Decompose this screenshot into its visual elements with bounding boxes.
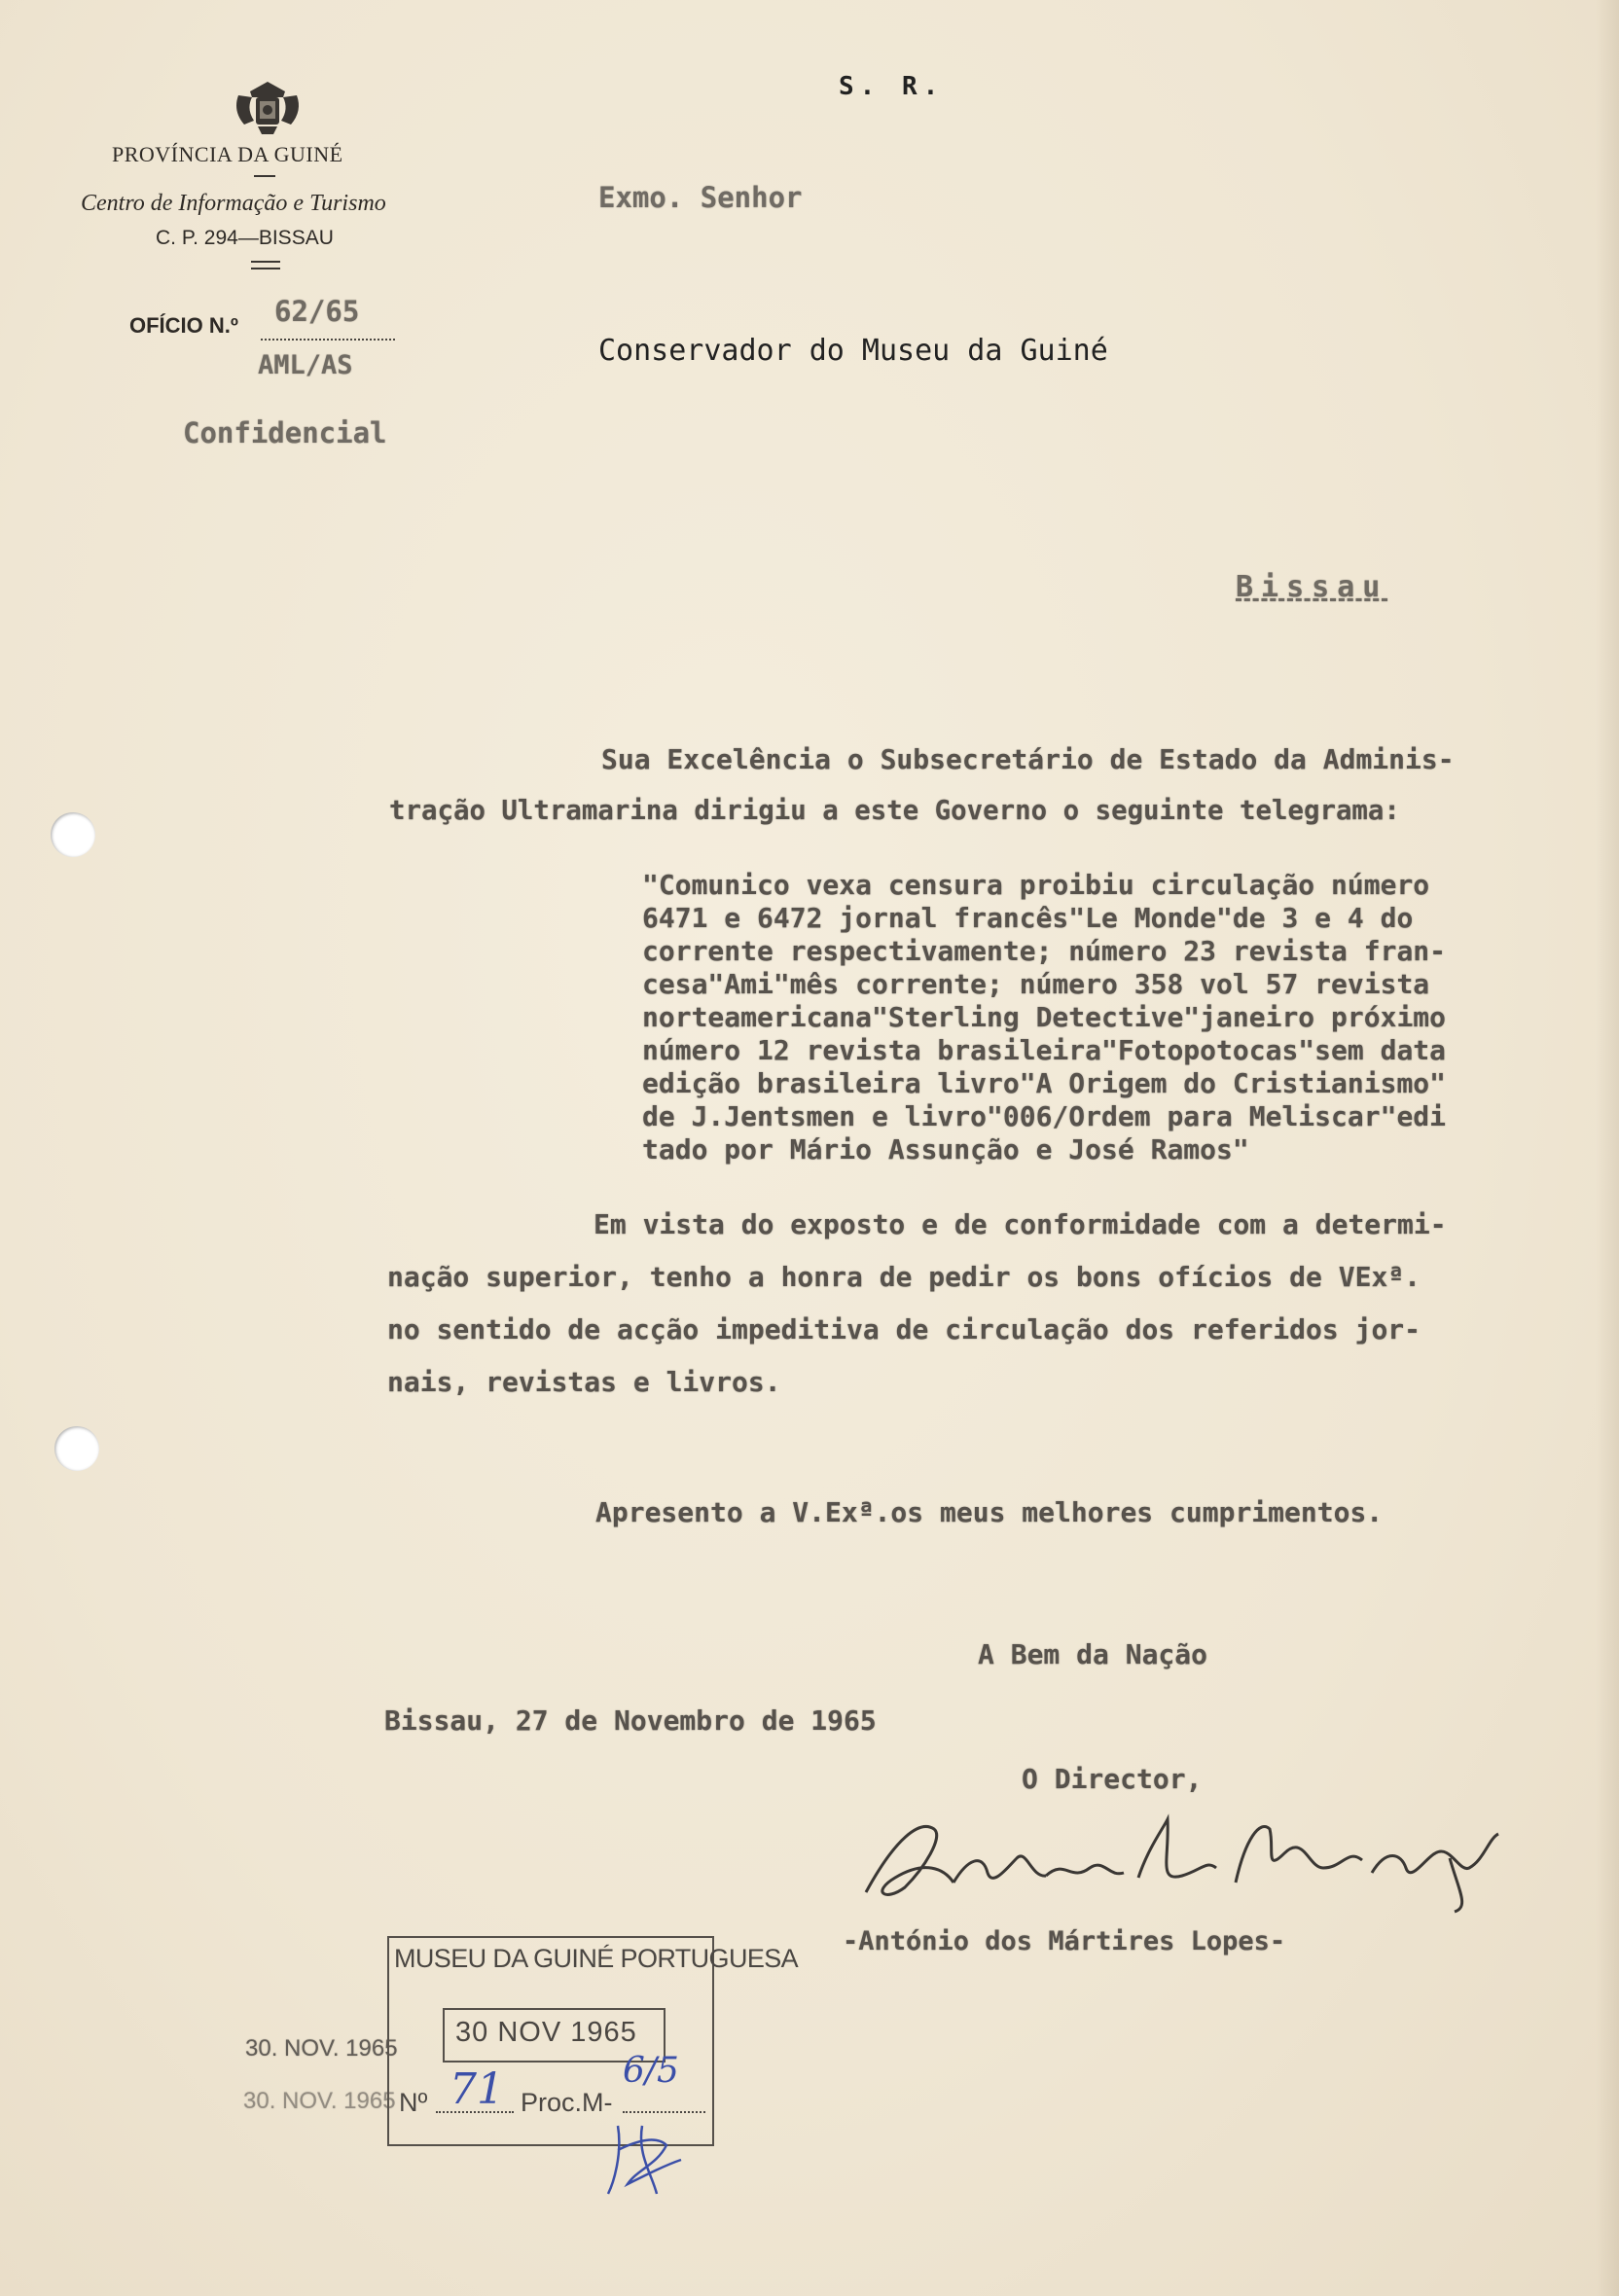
reference-initials: AML/AS (258, 350, 353, 380)
divider (251, 268, 280, 269)
museum-name: MUSEU DA GUINÉ PORTUGUESA (394, 1944, 799, 1973)
quote-line: tado por Mário Assunção e José Ramos" (642, 1133, 1249, 1166)
recipient-city: Bissau (1236, 570, 1388, 604)
classification: Confidencial (183, 416, 387, 449)
centre-name: Centro de Informação e Turismo (81, 191, 386, 216)
stamp-proc-handwritten: 6/5 (623, 2051, 679, 2091)
text-line: no sentido de acção impeditiva de circulação dos referidos jor- (387, 1313, 1421, 1345)
paragraph-request (387, 1208, 1594, 1403)
salutation: Exmo. Senhor (598, 181, 803, 214)
text-line: Sua Excelência o Subsecretário de Estado da Adminis- (601, 743, 1455, 775)
text-line: nação superior, tenho a honra de pedir os bons ofícios de VExª. (387, 1261, 1421, 1293)
quote-line: corrente respectivamente; número 23 revista fran- (642, 935, 1447, 967)
page-edge-shadow (1596, 0, 1619, 2296)
telegram-quote (642, 869, 1596, 1166)
typed-signatory-name: -António dos Mártires Lopes- (843, 1926, 1286, 1956)
text-line: nais, revistas e livros. (387, 1366, 781, 1398)
closing-line: Apresento a V.Exª.os meus melhores cumprimentos. (595, 1496, 1384, 1528)
quote-line: de J.Jentsmen e livro"006/Ordem para Meliscar"edi (642, 1100, 1447, 1132)
handwritten-initials (598, 2116, 696, 2204)
place-and-date: Bissau, 27 de Novembro de 1965 (384, 1704, 877, 1737)
stamp-proc-line (623, 2111, 705, 2113)
quote-line: número 12 revista brasileira"Fotopotocas"sem data (642, 1034, 1447, 1066)
stamp-proc-label: Proc.M- (521, 2088, 613, 2117)
province-heading: PROVÍNCIA DA GUINÉ (112, 142, 343, 166)
oficio-dotted-line (261, 339, 395, 341)
quote-line: norteamericana"Sterling Detective"janeiro próximo (642, 1001, 1447, 1033)
postal-address: C. P. 294—BISSAU (156, 227, 334, 249)
quote-line: "Comunico vexa censura proibiu circulação número (642, 869, 1430, 901)
signatory-role: O Director, (1022, 1763, 1203, 1795)
oficio-label: OFÍCIO N.º (129, 313, 238, 338)
oficio-number: 62/65 (274, 295, 360, 328)
stamp-received-date: 30 NOV 1965 (455, 2017, 637, 2048)
punch-hole-bottom (54, 1426, 99, 1471)
stamp-number-label: Nº (399, 2088, 428, 2117)
divider (254, 175, 275, 177)
text-line: Em vista do exposto e de conformidade com a determi- (594, 1208, 1447, 1240)
quote-line: cesa"Ami"mês corrente; número 358 vol 57 revista (642, 968, 1430, 1000)
quote-line: edição brasileira livro"A Origem do Cristianismo" (642, 1067, 1447, 1099)
handwritten-signature (827, 1800, 1528, 1917)
received-date-stamp-faint: 30. NOV. 1965 (243, 2088, 396, 2114)
security-mark: S. R. (839, 72, 945, 101)
motto: A Bem da Nação (978, 1638, 1208, 1670)
received-date-stamp: 30. NOV. 1965 (245, 2035, 398, 2062)
text-line: tração Ultramarina dirigiu a este Governo o seguinte telegrama: (389, 796, 1400, 826)
paragraph-intro (389, 743, 1596, 831)
recipient-title: Conservador do Museu da Guiné (598, 334, 1108, 368)
stamp-number-handwritten: 71 (450, 2064, 504, 2114)
divider (251, 261, 280, 263)
coat-of-arms-icon (229, 78, 306, 136)
punch-hole-top (51, 812, 95, 857)
quote-line: 6471 e 6472 jornal francês"Le Monde"de 3 e 4 do (642, 902, 1414, 934)
